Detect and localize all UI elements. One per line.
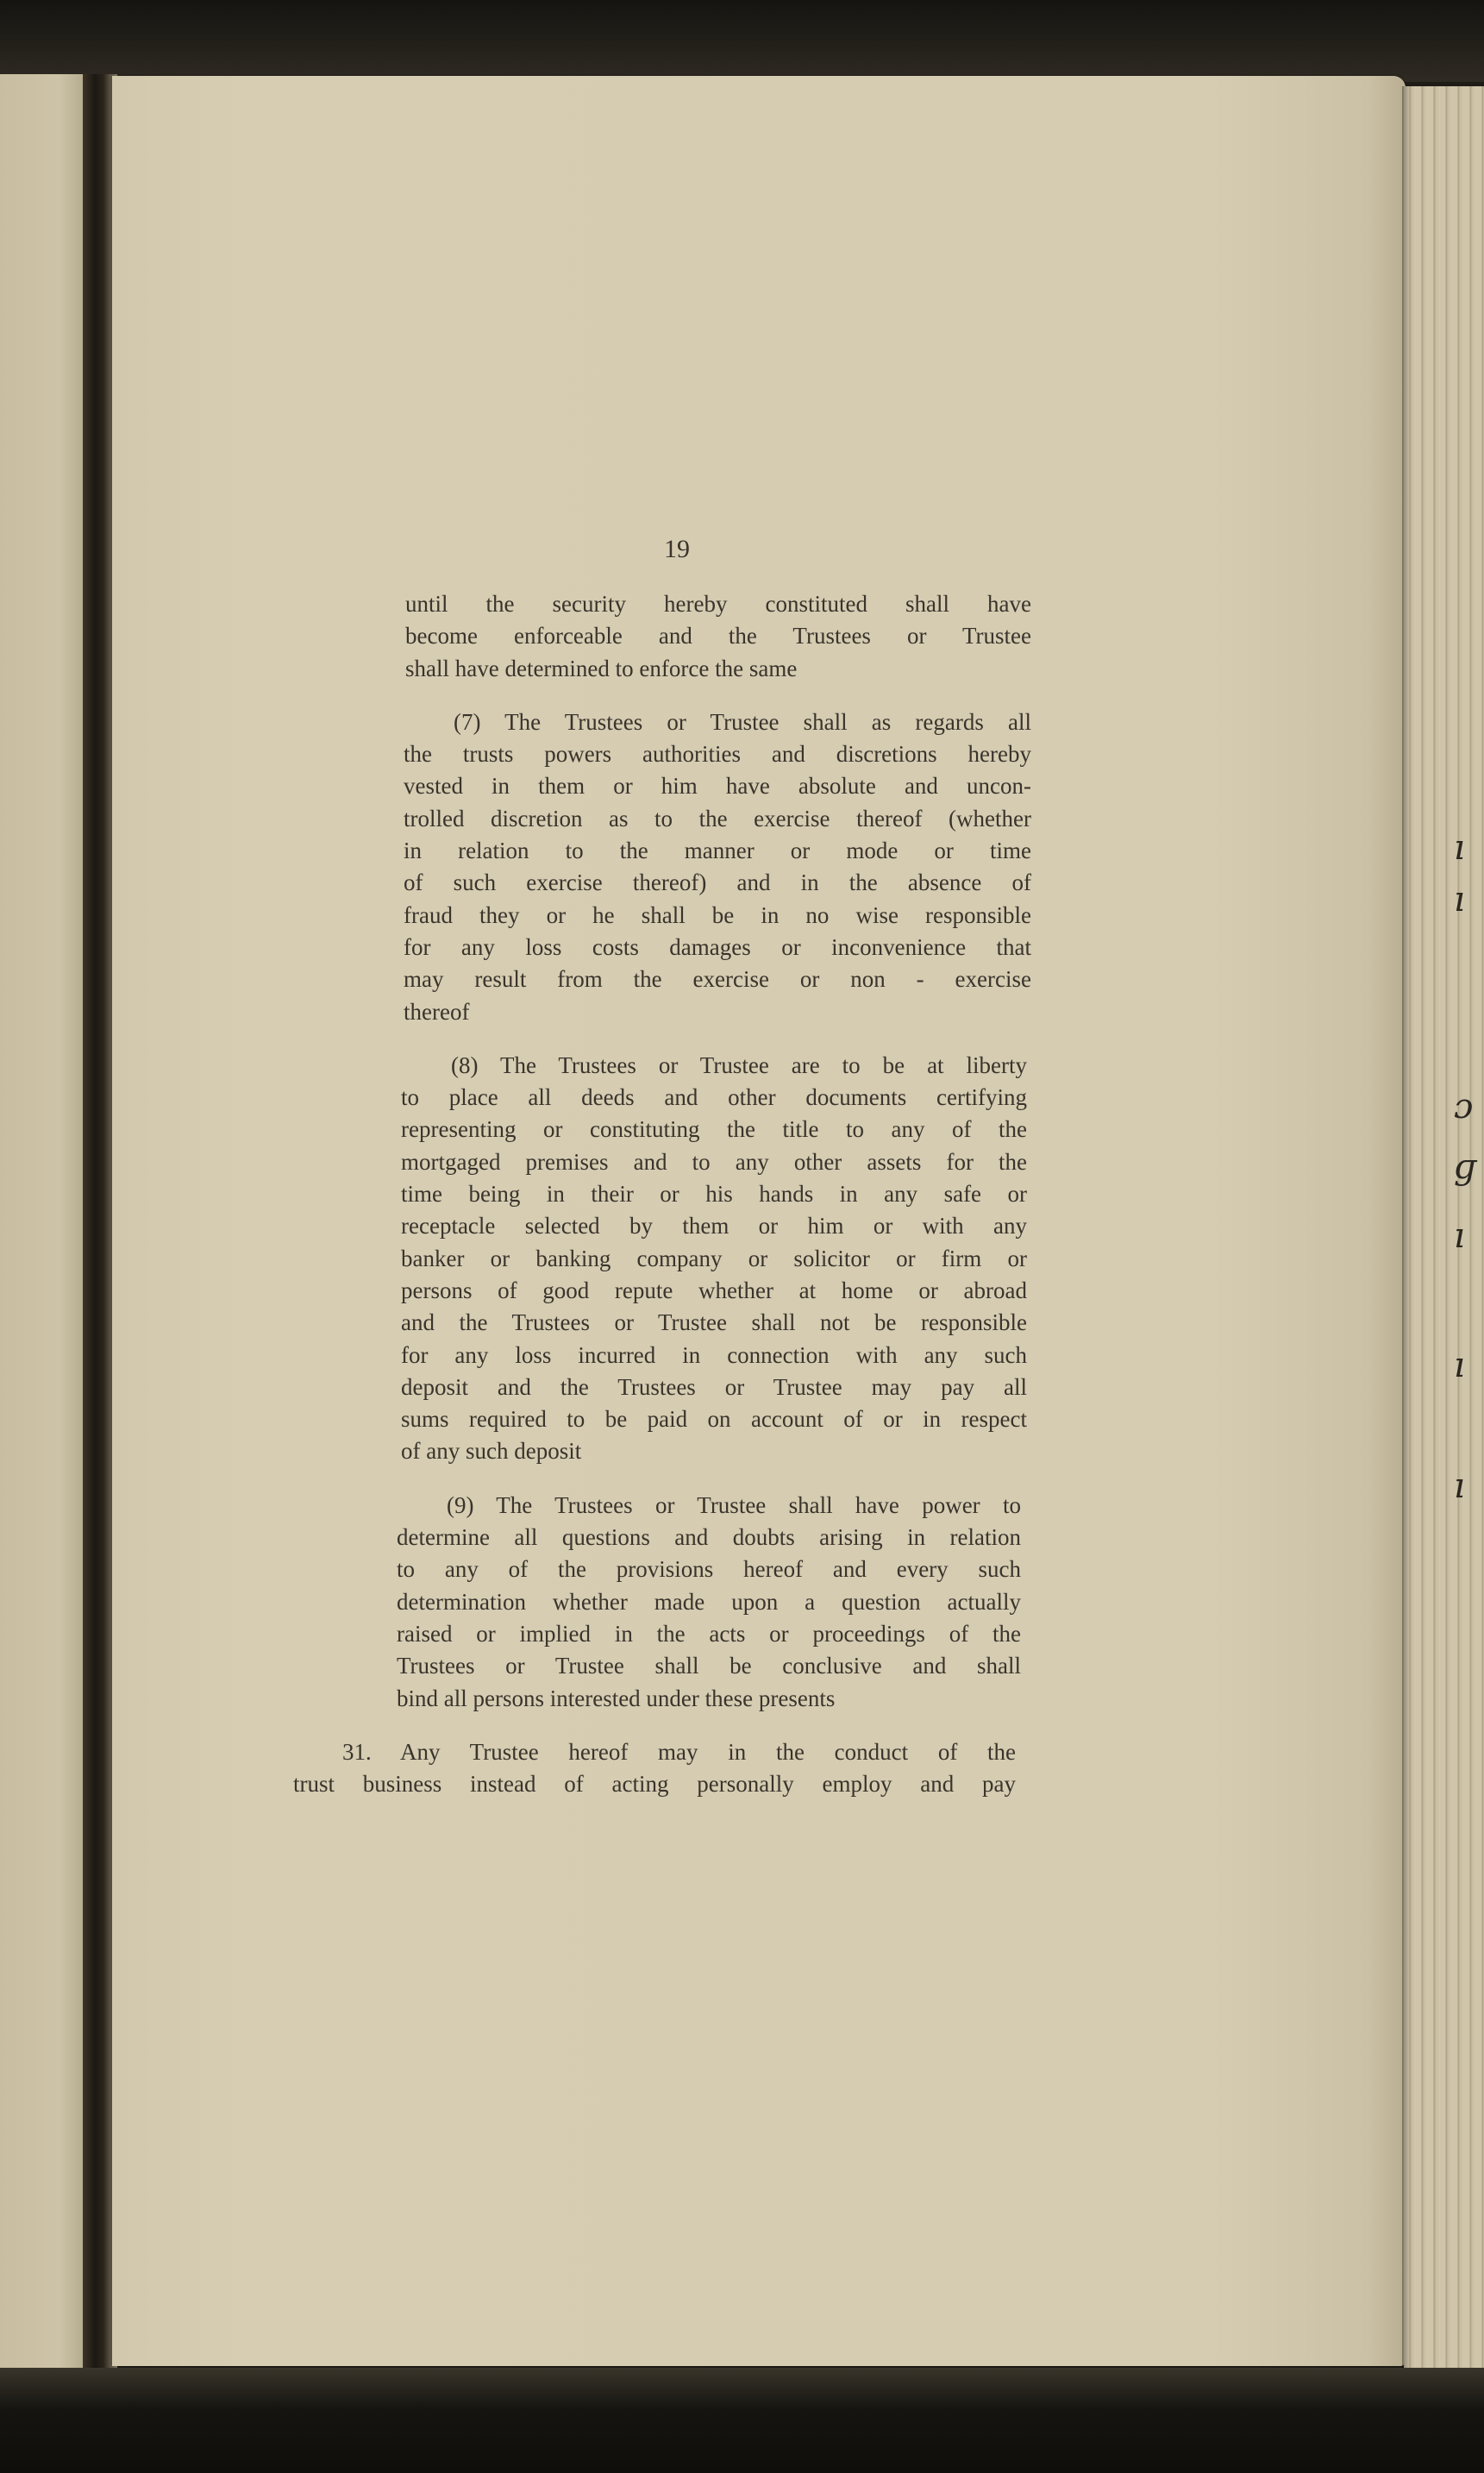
page-number: 19	[664, 535, 690, 563]
text-line: time being in their or his hands in any safe or	[401, 1181, 1027, 1208]
text-line: for any loss costs damages or inconvenience that	[404, 933, 1031, 960]
text-line: shall have determined to enforce the same	[405, 655, 798, 681]
clause-31	[293, 1736, 1016, 1801]
book-bottom-edge	[0, 2368, 1484, 2473]
text-line: for any loss incurred in connection with any such	[401, 1341, 1027, 1368]
text-line: thereof	[404, 998, 470, 1025]
text-line: until the security hereby constituted shall have	[405, 591, 1031, 617]
text-line: mortgaged premises and to any other assets for the	[401, 1148, 1027, 1175]
text-line: trolled discretion as to the exercise thereof (whether	[404, 805, 1031, 832]
text-line: representing or constituting the title to any of the	[401, 1116, 1027, 1143]
text-line: vested in them or him have absolute and uncon-	[404, 773, 1031, 800]
left-page-edge	[0, 74, 85, 2369]
text-line: determination whether made upon a question actually	[397, 1588, 1021, 1615]
book-top-edge	[0, 0, 1484, 82]
text-line: receptacle selected by them or him or with any	[401, 1213, 1027, 1240]
text-line: of any such deposit	[401, 1438, 582, 1465]
text-line: become enforceable and the Trustees or Trustee	[405, 623, 1031, 650]
text-line: of such exercise thereof) and in the absence of	[404, 869, 1031, 896]
text-line: (7) The Trustees or Trustee shall as regards all	[454, 708, 1031, 735]
text-line: and the Trustees or Trustee shall not be responsible	[401, 1309, 1027, 1336]
text-line: deposit and the Trustees or Trustee may pay all	[401, 1373, 1027, 1400]
text-line: fraud they or he shall be in no wise responsible	[404, 901, 1031, 928]
text-line: the trusts powers authorities and discretions hereby	[404, 741, 1031, 768]
paragraph-continuation	[405, 588, 1031, 685]
text-line: sums required to be paid on account of or in respect	[401, 1406, 1027, 1433]
text-line: to place all deeds and other documents certifying	[401, 1084, 1027, 1111]
text-line: 31. Any Trustee hereof may in the conduct of the	[342, 1738, 1016, 1765]
paragraph-7	[404, 706, 1031, 1028]
text-line: persons of good repute whether at home or abroad	[401, 1277, 1027, 1303]
text-line: to any of the provisions hereof and every such	[397, 1556, 1021, 1583]
text-line: (8) The Trustees or Trustee are to be at liberty	[451, 1051, 1027, 1078]
text-line: banker or banking company or solicitor or firm or	[401, 1245, 1027, 1271]
handwritten-margin-marks: ı ı ɔ ɡ ı ı ı	[1454, 828, 1476, 1506]
page-stack-shadow	[1402, 86, 1411, 2372]
paragraph-8	[401, 1050, 1027, 1468]
text-line: raised or implied in the acts or proceedings of the	[397, 1620, 1021, 1647]
text-line: Trustees or Trustee shall be conclusive and shall	[397, 1653, 1021, 1679]
text-line: in relation to the manner or mode or time	[404, 838, 1031, 864]
text-line: may result from the exercise or non - exercise	[404, 966, 1031, 993]
paragraph-9	[397, 1490, 1021, 1715]
text-line: bind all persons interested under these presents	[397, 1685, 836, 1711]
document-body	[293, 588, 1031, 1800]
text-line: determine all questions and doubts arising in relation	[397, 1524, 1021, 1551]
text-line: trust business instead of acting personally employ and pay	[293, 1771, 1016, 1798]
text-line: (9) The Trustees or Trustee shall have power to	[447, 1491, 1021, 1518]
